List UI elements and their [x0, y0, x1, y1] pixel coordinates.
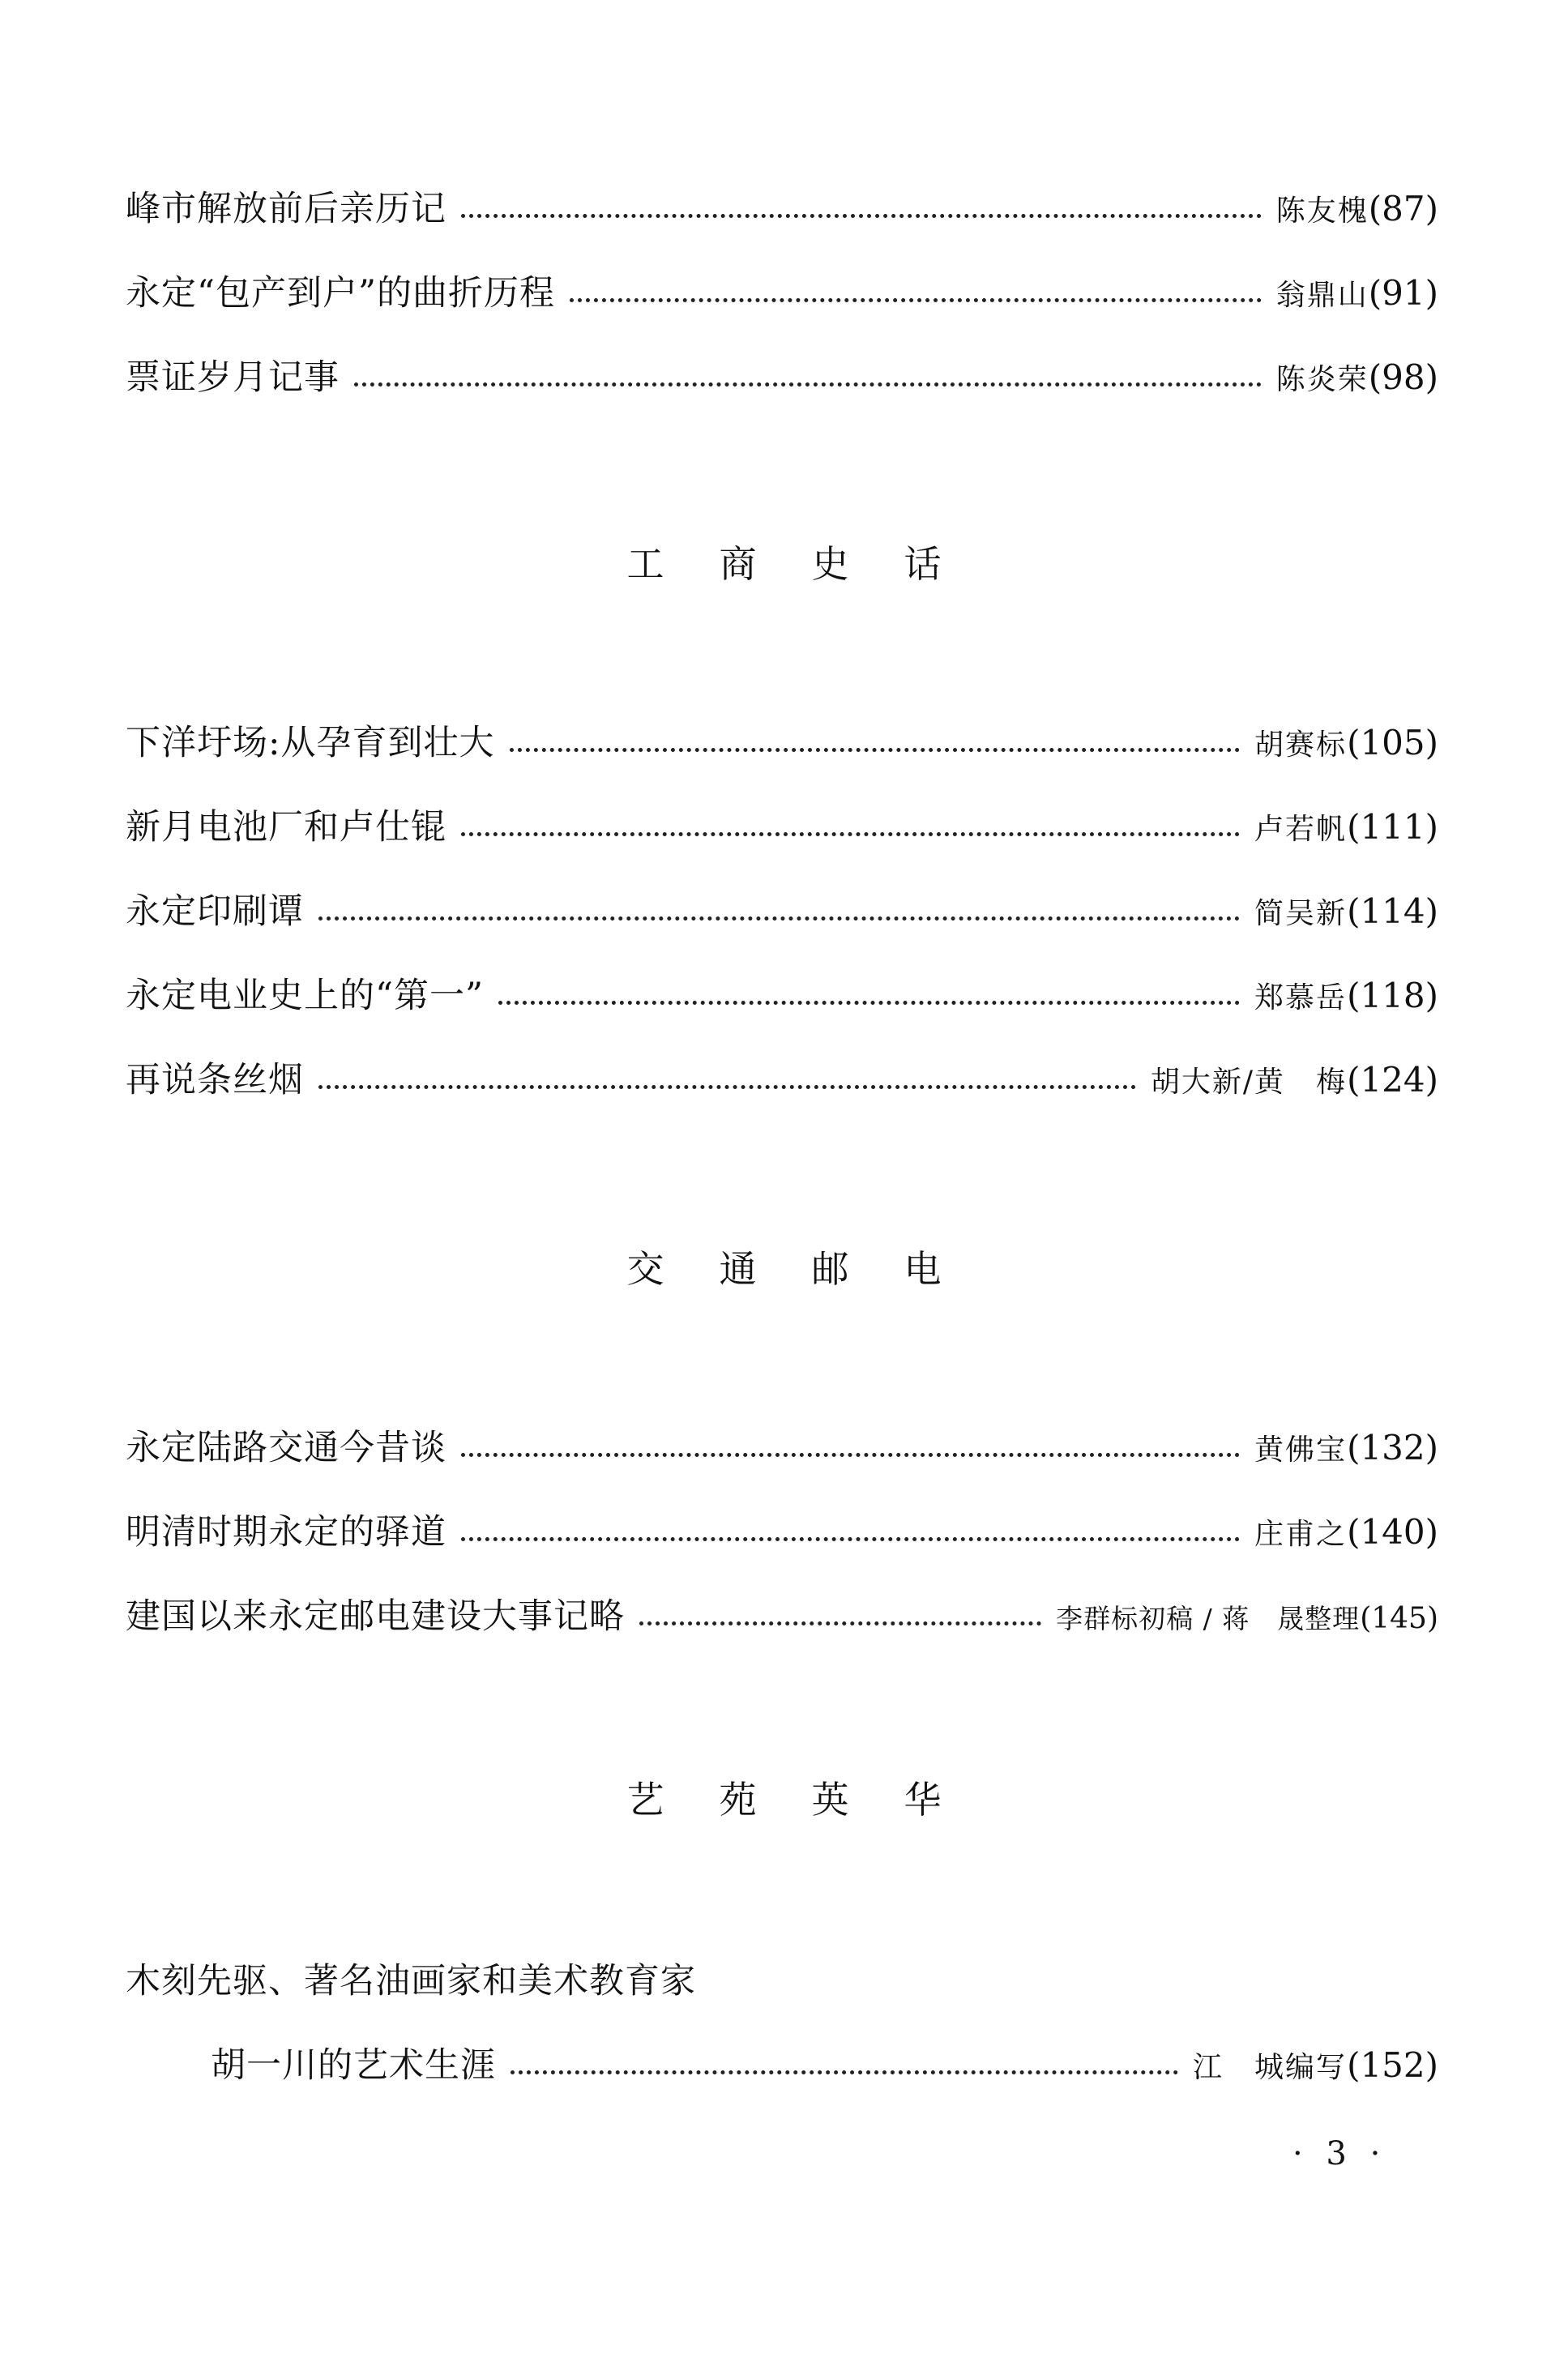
- entry-title: 永定“包产到户”的曲折历程: [126, 273, 555, 314]
- entry-page: (152): [1347, 2045, 1438, 2085]
- toc-section-block: [126, 701, 1438, 1122]
- entry-title: 峰市解放前后亲历记: [126, 189, 446, 229]
- dot-leader: [318, 1082, 1136, 1089]
- section-heading: 艺苑英华: [626, 1778, 997, 1822]
- dot-leader: [461, 1450, 1240, 1457]
- toc-entry: [126, 251, 1438, 335]
- entry-title: 永定陆路交通今昔谈: [126, 1428, 446, 1468]
- entry-title: 下洋圩场:从孕育到壮大: [126, 723, 495, 763]
- toc-entry: [126, 167, 1438, 251]
- entry-author: 郑慕岳: [1254, 981, 1348, 1015]
- dot-leader: [354, 379, 1262, 387]
- toc-entry: [126, 701, 1438, 785]
- entry-page: (111): [1347, 807, 1438, 847]
- entry-title: 建国以来永定邮电建设大事记略: [126, 1596, 625, 1637]
- entry-subtitle: 木刻先驱、著名油画家和美术教育家: [126, 1961, 696, 2001]
- entry-author: 陈友槐: [1275, 194, 1369, 228]
- toc-section-block: [126, 1939, 1438, 2108]
- dot-leader: [461, 1534, 1240, 1541]
- entry-author: 胡大新/黄 梅: [1150, 1066, 1348, 1099]
- entry-author: 翁鼎山: [1275, 279, 1369, 312]
- entry-author: 陈炎荣: [1275, 363, 1369, 396]
- toc-entry: [126, 1490, 1438, 1574]
- entry-page: (124): [1347, 1060, 1438, 1100]
- toc-entry: [126, 1406, 1438, 1490]
- entry-author: 卢若帆: [1254, 813, 1348, 846]
- toc-section-block: [126, 1406, 1438, 1659]
- dot-leader: [639, 1618, 1041, 1626]
- dot-leader: [510, 745, 1241, 752]
- dot-leader: [318, 913, 1240, 921]
- toc-entry: [126, 954, 1438, 1038]
- entry-author: 胡赛标: [1254, 728, 1348, 762]
- section-heading: 工商史话: [626, 542, 997, 586]
- entry-title: 明清时期永定的驿道: [126, 1512, 446, 1553]
- entry-page: (87): [1368, 189, 1438, 229]
- dot-leader: [570, 295, 1262, 302]
- entry-page: (91): [1368, 273, 1438, 313]
- entry-title: 新月电池厂和卢仕锟: [126, 807, 446, 848]
- toc-entry: [126, 869, 1438, 954]
- page-number: · 3 ·: [1292, 2135, 1387, 2172]
- toc-entry: [126, 335, 1438, 420]
- entry-author: 简吴新: [1254, 897, 1348, 930]
- entry-page: (114): [1347, 891, 1438, 931]
- entry-page: (145): [1360, 1602, 1438, 1635]
- dot-leader: [461, 211, 1262, 218]
- section-heading: 交通邮电: [626, 1247, 997, 1291]
- dot-leader: [511, 2067, 1178, 2074]
- entry-author: 江 城编写: [1193, 2051, 1348, 2084]
- entry-title: 永定电业史上的“第一”: [126, 976, 484, 1016]
- entry-author: 黄佛宝: [1254, 1433, 1348, 1467]
- toc-entry: [126, 785, 1438, 869]
- entry-title: 胡一川的艺术生涯: [211, 2045, 496, 2086]
- dot-leader: [461, 829, 1240, 836]
- toc-entry: [126, 2023, 1438, 2108]
- entry-page: (105): [1347, 723, 1438, 763]
- entry-author: 庄甫之: [1254, 1518, 1348, 1551]
- entry-page: (132): [1347, 1428, 1438, 1467]
- entry-page: (140): [1347, 1512, 1438, 1552]
- entry-author: 李群标初稿 / 蒋 晟整理: [1056, 1603, 1361, 1634]
- dot-leader: [498, 998, 1240, 1005]
- toc-top-block: [126, 167, 1438, 420]
- toc-entry: [126, 1574, 1438, 1659]
- toc-entry: [126, 1038, 1438, 1122]
- entry-title: 票证岁月记事: [126, 357, 340, 398]
- entry-page: (118): [1347, 976, 1438, 1015]
- entry-title: 再说条丝烟: [126, 1060, 304, 1100]
- entry-page: (98): [1368, 357, 1438, 397]
- entry-title: 永定印刷谭: [126, 891, 304, 932]
